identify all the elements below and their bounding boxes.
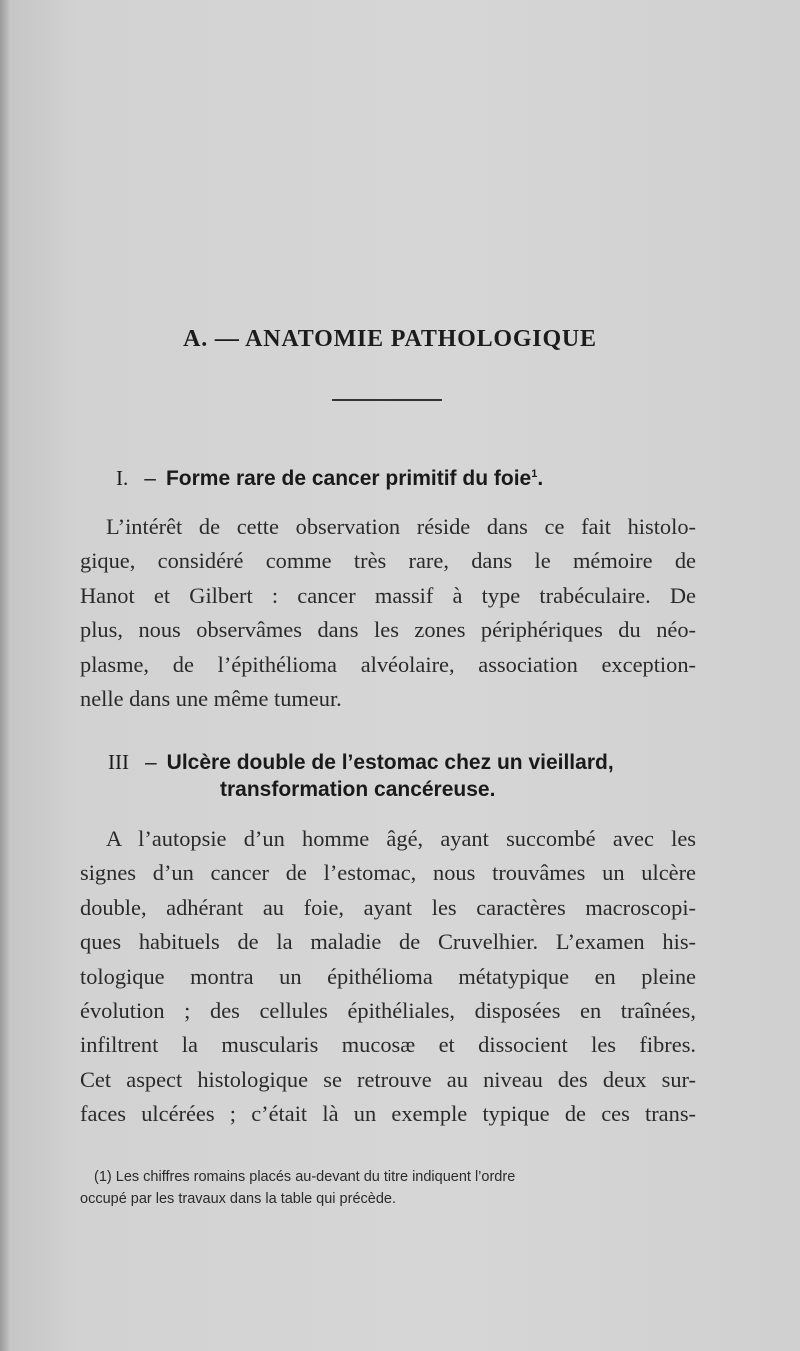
heading-1-dash: – bbox=[144, 467, 156, 490]
footnote bbox=[80, 1166, 696, 1210]
heading-2-line-2: transformation cancéreuse. bbox=[220, 778, 496, 801]
heading-1-title: Forme rare de cancer primitif du foie bbox=[165, 467, 532, 490]
paragraph-line: nelle dans une même tumeur. bbox=[80, 686, 342, 712]
paragraph-line: signes d’un cancer de l’estomac, nous trouvâmes un ulcère bbox=[80, 860, 696, 886]
heading-2-dash: – bbox=[144, 751, 157, 774]
paragraph-line: A l’autopsie d’un homme âgé, ayant succombé avec les bbox=[106, 826, 696, 851]
paragraph-line: Hanot et Gilbert : cancer massif à type trabéculaire. De bbox=[80, 582, 696, 608]
heading-1-number: I. bbox=[116, 466, 129, 490]
heading-2-title: Ulcère double de l’estomac chez un vieillard, bbox=[166, 751, 614, 774]
footnote-line: occupé par les travaux dans la table qui précède. bbox=[80, 1191, 396, 1207]
paragraph-line: faces ulcérées ; c’était là un exemple typique de ces trans- bbox=[80, 1101, 696, 1127]
paragraph-2 bbox=[80, 822, 696, 1132]
heading-1-end: . bbox=[537, 467, 544, 490]
footnote-line: (1) Les chiffres romains placés au-devant du titre indiquent l’ordre bbox=[94, 1169, 516, 1185]
heading-2-line-1 bbox=[108, 750, 614, 775]
paragraph-line: plasme, de l’épithélioma alvéolaire, association exception- bbox=[80, 651, 696, 677]
paragraph-line: tologique montra un épithélioma métatypique en pleine bbox=[80, 963, 696, 989]
footnote-mark: 1 bbox=[531, 468, 538, 480]
paragraph-line: ques habituels de la maladie de Cruvelhier. L’examen his- bbox=[80, 929, 696, 955]
paragraph-line: L’intérêt de cette observation réside dans ce fait histolo- bbox=[106, 514, 696, 539]
paragraph-1 bbox=[80, 510, 696, 716]
section-title: A. — ANATOMIE PATHOLOGIQUE bbox=[183, 326, 597, 352]
paragraph-line: Cet aspect histologique se retrouve au niveau des deux sur- bbox=[80, 1066, 696, 1092]
paragraph-line: infiltrent la muscularis mucosæ et dissocient les fibres. bbox=[80, 1032, 696, 1058]
paragraph-line: évolution ; des cellules épithéliales, disposées en traînées, bbox=[80, 998, 696, 1024]
heading-2-number: III bbox=[108, 750, 129, 774]
paragraph-line: double, adhérant au foie, ayant les caractères macroscopi- bbox=[80, 894, 696, 920]
paragraph-line: gique, considéré comme très rare, dans le mémoire de bbox=[80, 548, 696, 574]
page-edge bbox=[0, 0, 10, 1351]
heading-1 bbox=[116, 466, 543, 491]
title-rule bbox=[332, 399, 442, 401]
paragraph-line: plus, nous observâmes dans les zones périphériques du néo- bbox=[80, 617, 696, 643]
